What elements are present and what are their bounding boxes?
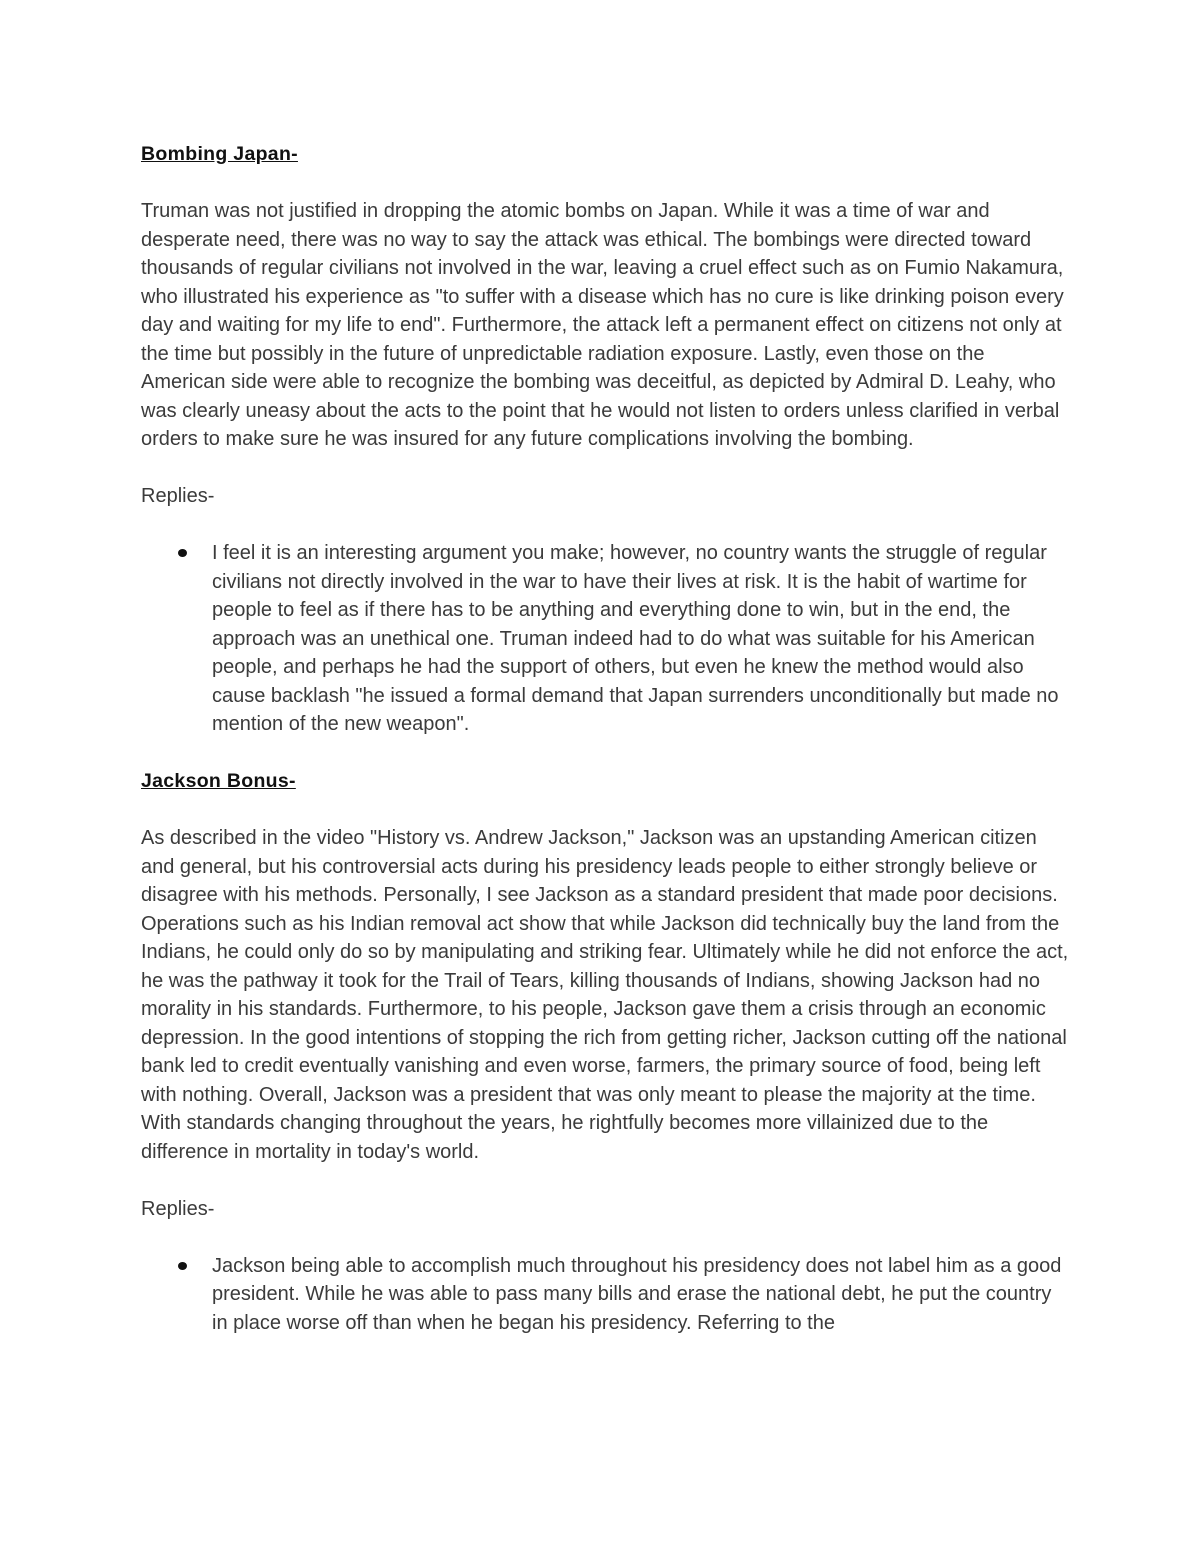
- section-heading-jackson-bonus: Jackson Bonus-: [141, 770, 296, 792]
- section-body-bombing-japan: Truman was not justified in dropping the atomic bombs on Japan. While it was a time of war and desperate need, there was no way to say the attack was ethical. The bombings were directed toward thousands of regular civilians not involved in the war, leaving a cruel effect such as on Fumio Nakamura, who illustrated his experience as "to suffer with a disease which has no cure is like drinking poison every day and waiting for my life to end". Furthermore, the attack left a permanent effect on citizens not only at the time but possibly in the future of unpredictable radiation exposure. Lastly, even those on the American side were able to recognize the bombing was deceitful, as depicted by Admiral D. Leahy, who was clearly uneasy about the acts to the point that he would not listen to orders unless clarified in verbal orders to make sure he was insured for any future complications involving the bombing.: [141, 200, 1064, 450]
- reply-list-bombing-japan: [141, 539, 1070, 739]
- list-item: [141, 539, 1070, 739]
- reply-list-jackson-bonus: [141, 1252, 1070, 1338]
- reply-text: Jackson being able to accomplish much throughout his presidency does not label him as a good president. While he was able to pass many bills and erase the national debt, he put the country in place worse off than when he began his presidency. Referring to the: [212, 1254, 1062, 1334]
- replies-label-jackson-bonus: Replies-: [141, 1197, 215, 1220]
- section-heading-bombing-japan: Bombing Japan-: [141, 143, 298, 165]
- bullet-icon: [178, 1262, 187, 1270]
- section-body-jackson-bonus: As described in the video "History vs. Andrew Jackson," Jackson was an upstanding American citizen and general, but his controversial acts during his presidency leads people to either strongly believe or disagree with his methods. Personally, I see Jackson as a standard president that made poor decisions. Operations such as his Indian removal act show that while Jackson did technically buy the land from the Indians, he could only do so by manipulating and striking fear. Ultimately while he did not enforce the act, he was the pathway it took for the Trail of Tears, killing thousands of Indians, showing Jackson had no morality in his standards. Furthermore, to his people, Jackson gave them a crisis through an economic depression. In the good intentions of stopping the rich from getting richer, Jackson cutting off the national bank led to credit eventually vanishing and even worse, farmers, the primary source of food, being left with nothing. Overall, Jackson was a president that was only meant to please the majority at the time. With standards changing throughout the years, he rightfully becomes more villainized due to the difference in mortality in today's world.: [141, 827, 1069, 1163]
- reply-text: I feel it is an interesting argument you make; however, no country wants the struggle of regular civilians not directly involved in the war to have their lives at risk. It is the habit of wartime for people to feel as if there has to be anything and everything done to win, but in the end, the approach was an unethical one. Truman indeed had to do what was suitable for his American people, and perhaps he had the support of others, but even he knew the method would also cause backlash "he issued a formal demand that Japan surrenders unconditionally but made no mention of the new weapon".: [212, 542, 1059, 735]
- list-item: [141, 1252, 1070, 1338]
- replies-label-bombing-japan: Replies-: [141, 485, 215, 507]
- bullet-icon: [178, 549, 187, 557]
